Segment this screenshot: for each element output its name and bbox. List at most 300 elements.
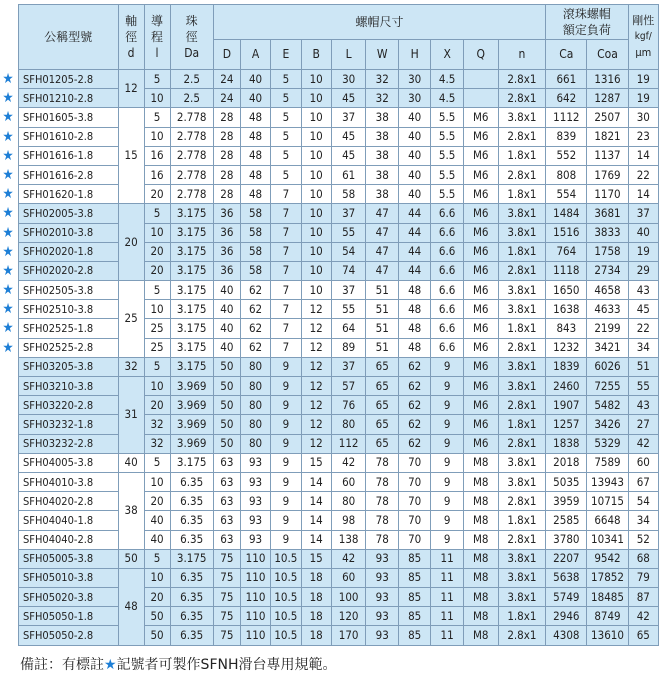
star-icon: ★ [104, 657, 117, 673]
cell-A: 110 [240, 588, 270, 607]
cell-D: 50 [213, 415, 240, 434]
cell-lead: 5 [144, 357, 170, 376]
cell-A: 48 [240, 127, 270, 146]
cell-D: 63 [213, 530, 240, 549]
cell-shaft-diameter: 15 [118, 108, 144, 204]
cell-L: 37 [331, 204, 366, 223]
cell-W: 65 [366, 396, 398, 415]
cell-X: 11 [431, 626, 463, 645]
cell-H: 62 [398, 415, 430, 434]
cell-D: 36 [213, 242, 240, 261]
cell-H: 62 [398, 357, 430, 376]
cell-E: 7 [271, 261, 301, 280]
cell-model: SFH05005-3.8 [19, 549, 119, 568]
cell-model: SFH04040-1.8 [19, 511, 119, 530]
cell-n: 2.8x1 [498, 127, 546, 146]
cell-Coa: 1137 [587, 146, 628, 165]
cell-B: 14 [301, 511, 331, 530]
cell-da: 2.778 [170, 185, 213, 204]
cell-X: 4.5 [431, 89, 463, 108]
cell-A: 93 [240, 530, 270, 549]
cell-E: 9 [271, 396, 301, 415]
cell-lead: 50 [144, 626, 170, 645]
cell-Q: M6 [463, 377, 498, 396]
cell-Q: M6 [463, 223, 498, 242]
table-row [19, 319, 659, 338]
cell-D: 36 [213, 223, 240, 242]
cell-n: 2.8x1 [498, 89, 546, 108]
cell-Ca: 1907 [546, 396, 587, 415]
cell-D: 40 [213, 300, 240, 319]
cell-Q [463, 70, 498, 89]
cell-da: 2.778 [170, 146, 213, 165]
cell-Q: M6 [463, 242, 498, 261]
cell-B: 12 [301, 319, 331, 338]
cell-A: 62 [240, 300, 270, 319]
cell-W: 32 [366, 70, 398, 89]
cell-n: 3.8x1 [498, 549, 546, 568]
cell-A: 58 [240, 261, 270, 280]
header-col-D: D [213, 40, 240, 70]
cell-k: 54 [628, 492, 658, 511]
cell-D: 28 [213, 108, 240, 127]
cell-D: 40 [213, 338, 240, 357]
cell-B: 10 [301, 242, 331, 261]
cell-X: 9 [431, 377, 463, 396]
cell-D: 40 [213, 281, 240, 300]
cell-W: 93 [366, 549, 398, 568]
cell-W: 78 [366, 530, 398, 549]
cell-E: 9 [271, 434, 301, 453]
cell-n: 3.8x1 [498, 568, 546, 587]
cell-B: 15 [301, 453, 331, 472]
cell-lead: 5 [144, 453, 170, 472]
cell-n: 2.8x1 [498, 338, 546, 357]
cell-Ca: 843 [546, 319, 587, 338]
table-row [19, 357, 659, 376]
cell-k: 42 [628, 434, 658, 453]
cell-Coa: 1170 [587, 185, 628, 204]
cell-n: 1.8x1 [498, 242, 546, 261]
header-col-L: L [331, 40, 366, 70]
cell-E: 5 [271, 70, 301, 89]
cell-W: 47 [366, 223, 398, 242]
cell-Q: M6 [463, 338, 498, 357]
cell-L: 98 [331, 511, 366, 530]
cell-X: 4.5 [431, 70, 463, 89]
spec-table [18, 4, 659, 646]
cell-lead: 20 [144, 492, 170, 511]
cell-n: 2.8x1 [498, 626, 546, 645]
table-row [19, 607, 659, 626]
cell-lead: 10 [144, 89, 170, 108]
cell-lead: 5 [144, 204, 170, 223]
cell-Ca: 2946 [546, 607, 587, 626]
cell-Q: M6 [463, 319, 498, 338]
header-load-line2: 額定負荷 [562, 23, 611, 37]
cell-B: 14 [301, 472, 331, 491]
cell-A: 80 [240, 396, 270, 415]
cell-Ca: 4308 [546, 626, 587, 645]
cell-k: 29 [628, 261, 658, 280]
cell-lead: 40 [144, 530, 170, 549]
cell-lead: 5 [144, 549, 170, 568]
cell-X: 9 [431, 434, 463, 453]
cell-W: 93 [366, 607, 398, 626]
cell-Ca: 764 [546, 242, 587, 261]
table-row [19, 396, 659, 415]
cell-X: 11 [431, 549, 463, 568]
cell-lead: 20 [144, 261, 170, 280]
cell-model: SFH03220-2.8 [19, 396, 119, 415]
table-row [19, 626, 659, 645]
cell-model: SFH03232-1.8 [19, 415, 119, 434]
table-row [19, 511, 659, 530]
cell-model: SFH04005-3.8 [19, 453, 119, 472]
cell-A: 93 [240, 511, 270, 530]
cell-Ca: 808 [546, 165, 587, 184]
cell-model: SFH01210-2.8 [19, 89, 119, 108]
star-icon: ★ [2, 281, 14, 298]
cell-D: 28 [213, 127, 240, 146]
cell-Q: M8 [463, 530, 498, 549]
cell-H: 40 [398, 165, 430, 184]
star-icon: ★ [2, 108, 14, 125]
star-icon: ★ [2, 89, 14, 106]
table-row [19, 492, 659, 511]
cell-E: 10.5 [271, 626, 301, 645]
cell-n: 2.8x1 [498, 165, 546, 184]
cell-k: 67 [628, 472, 658, 491]
cell-n: 3.8x1 [498, 281, 546, 300]
table-row [19, 472, 659, 491]
header-shaft-line3: d [127, 46, 135, 60]
cell-A: 40 [240, 70, 270, 89]
cell-H: 40 [398, 146, 430, 165]
cell-E: 9 [271, 357, 301, 376]
cell-A: 62 [240, 338, 270, 357]
table-row [19, 549, 659, 568]
cell-Q: M6 [463, 127, 498, 146]
cell-k: 19 [628, 70, 658, 89]
cell-da: 6.35 [170, 492, 213, 511]
cell-E: 9 [271, 530, 301, 549]
cell-k: 14 [628, 185, 658, 204]
cell-L: 55 [331, 300, 366, 319]
cell-Ca: 1484 [546, 204, 587, 223]
cell-model: SFH02525-2.8 [19, 338, 119, 357]
cell-shaft-diameter: 38 [118, 472, 144, 549]
header-shaft-line1: 軸 [125, 14, 138, 28]
cell-lead: 10 [144, 127, 170, 146]
cell-A: 93 [240, 453, 270, 472]
cell-shaft-diameter: 12 [118, 70, 144, 108]
table-row [19, 568, 659, 587]
cell-Ca: 2207 [546, 549, 587, 568]
cell-lead: 32 [144, 434, 170, 453]
cell-W: 32 [366, 89, 398, 108]
cell-da: 6.35 [170, 511, 213, 530]
cell-D: 40 [213, 319, 240, 338]
cell-L: 37 [331, 357, 366, 376]
cell-A: 80 [240, 377, 270, 396]
star-icon: ★ [2, 166, 14, 183]
cell-lead: 10 [144, 223, 170, 242]
cell-lead: 20 [144, 242, 170, 261]
cell-Q [463, 89, 498, 108]
cell-Ca: 1112 [546, 108, 587, 127]
cell-D: 24 [213, 70, 240, 89]
cell-L: 80 [331, 415, 366, 434]
cell-n: 2.8x1 [498, 492, 546, 511]
cell-Ca: 5638 [546, 568, 587, 587]
cell-model: SFH02005-3.8 [19, 204, 119, 223]
cell-model: SFH02505-3.8 [19, 281, 119, 300]
cell-k: 43 [628, 281, 658, 300]
header-shaft-diameter [118, 5, 144, 70]
cell-n: 1.8x1 [498, 607, 546, 626]
cell-Q: M8 [463, 453, 498, 472]
cell-da: 3.969 [170, 415, 213, 434]
cell-E: 9 [271, 377, 301, 396]
header-col-H: H [398, 40, 430, 70]
cell-Q: M8 [463, 568, 498, 587]
cell-da: 2.778 [170, 127, 213, 146]
cell-B: 18 [301, 588, 331, 607]
cell-E: 5 [271, 165, 301, 184]
cell-k: 79 [628, 568, 658, 587]
cell-L: 64 [331, 319, 366, 338]
cell-W: 65 [366, 415, 398, 434]
cell-Q: M8 [463, 511, 498, 530]
cell-Coa: 10341 [587, 530, 628, 549]
cell-W: 51 [366, 338, 398, 357]
cell-E: 7 [271, 223, 301, 242]
table-row [19, 108, 659, 127]
cell-model: SFH03205-3.8 [19, 357, 119, 376]
cell-B: 10 [301, 146, 331, 165]
cell-n: 3.8x1 [498, 204, 546, 223]
star-icon: ★ [2, 147, 14, 164]
table-row [19, 242, 659, 261]
cell-shaft-diameter: 48 [118, 568, 144, 645]
cell-A: 58 [240, 204, 270, 223]
cell-H: 40 [398, 127, 430, 146]
table-row [19, 415, 659, 434]
cell-model: SFH04020-2.8 [19, 492, 119, 511]
star-icon: ★ [2, 262, 14, 279]
cell-Ca: 3959 [546, 492, 587, 511]
spec-table-body [19, 70, 659, 646]
cell-Coa: 10715 [587, 492, 628, 511]
cell-model: SFH05020-3.8 [19, 588, 119, 607]
cell-k: 60 [628, 453, 658, 472]
cell-H: 85 [398, 549, 430, 568]
cell-Ca: 1638 [546, 300, 587, 319]
table-row [19, 165, 659, 184]
header-lead-line3: l [155, 46, 159, 60]
cell-model: SFH02510-3.8 [19, 300, 119, 319]
cell-X: 6.6 [431, 261, 463, 280]
cell-X: 5.5 [431, 127, 463, 146]
cell-E: 5 [271, 108, 301, 127]
cell-Ca: 2585 [546, 511, 587, 530]
cell-da: 3.969 [170, 396, 213, 415]
cell-da: 3.175 [170, 453, 213, 472]
cell-Q: M6 [463, 396, 498, 415]
cell-E: 9 [271, 415, 301, 434]
cell-Q: M6 [463, 281, 498, 300]
cell-X: 6.6 [431, 223, 463, 242]
cell-model: SFH04040-2.8 [19, 530, 119, 549]
cell-W: 38 [366, 165, 398, 184]
cell-D: 75 [213, 626, 240, 645]
cell-B: 10 [301, 89, 331, 108]
table-row [19, 300, 659, 319]
cell-A: 93 [240, 472, 270, 491]
cell-W: 38 [366, 185, 398, 204]
cell-A: 93 [240, 492, 270, 511]
cell-B: 10 [301, 70, 331, 89]
cell-D: 63 [213, 511, 240, 530]
cell-da: 6.35 [170, 626, 213, 645]
cell-W: 65 [366, 377, 398, 396]
cell-Q: M6 [463, 204, 498, 223]
cell-k: 51 [628, 357, 658, 376]
cell-A: 110 [240, 549, 270, 568]
cell-da: 3.969 [170, 377, 213, 396]
cell-k: 14 [628, 146, 658, 165]
table-row [19, 89, 659, 108]
cell-Coa: 5482 [587, 396, 628, 415]
table-row [19, 453, 659, 472]
cell-X: 6.6 [431, 300, 463, 319]
cell-n: 3.8x1 [498, 300, 546, 319]
cell-Coa: 1821 [587, 127, 628, 146]
cell-E: 9 [271, 472, 301, 491]
star-icon: ★ [2, 204, 14, 221]
cell-L: 37 [331, 281, 366, 300]
cell-Ca: 1118 [546, 261, 587, 280]
cell-H: 85 [398, 588, 430, 607]
cell-D: 28 [213, 185, 240, 204]
header-nut-dimensions: 螺帽尺寸 [213, 5, 545, 40]
cell-n: 2.8x1 [498, 434, 546, 453]
cell-Q: M6 [463, 300, 498, 319]
cell-L: 45 [331, 146, 366, 165]
cell-A: 80 [240, 415, 270, 434]
cell-H: 70 [398, 530, 430, 549]
cell-B: 10 [301, 223, 331, 242]
cell-H: 44 [398, 261, 430, 280]
cell-model: SFH02020-2.8 [19, 261, 119, 280]
cell-lead: 40 [144, 511, 170, 530]
cell-Ca: 554 [546, 185, 587, 204]
cell-shaft-diameter: 40 [118, 453, 144, 472]
cell-da: 3.175 [170, 223, 213, 242]
star-icon: ★ [2, 319, 14, 336]
cell-model: SFH02525-1.8 [19, 319, 119, 338]
cell-Ca: 1650 [546, 281, 587, 300]
cell-Coa: 2199 [587, 319, 628, 338]
cell-shaft-diameter: 25 [118, 281, 144, 358]
cell-model: SFH01620-1.8 [19, 185, 119, 204]
cell-H: 48 [398, 338, 430, 357]
cell-da: 6.35 [170, 568, 213, 587]
cell-W: 93 [366, 626, 398, 645]
cell-H: 85 [398, 607, 430, 626]
cell-Coa: 1287 [587, 89, 628, 108]
cell-da: 3.175 [170, 319, 213, 338]
cell-X: 11 [431, 568, 463, 587]
cell-W: 65 [366, 357, 398, 376]
cell-Ca: 5035 [546, 472, 587, 491]
cell-Ca: 5749 [546, 588, 587, 607]
cell-E: 7 [271, 281, 301, 300]
cell-lead: 25 [144, 319, 170, 338]
cell-Coa: 5329 [587, 434, 628, 453]
cell-lead: 5 [144, 281, 170, 300]
cell-da: 3.969 [170, 434, 213, 453]
cell-D: 50 [213, 396, 240, 415]
header-ball-line3: Da [184, 46, 200, 60]
cell-H: 70 [398, 453, 430, 472]
header-col-W: W [366, 40, 398, 70]
cell-k: 52 [628, 530, 658, 549]
cell-Coa: 1769 [587, 165, 628, 184]
cell-n: 1.8x1 [498, 185, 546, 204]
cell-Ca: 1232 [546, 338, 587, 357]
cell-W: 78 [366, 453, 398, 472]
cell-B: 18 [301, 607, 331, 626]
cell-X: 6.6 [431, 319, 463, 338]
cell-H: 30 [398, 70, 430, 89]
cell-W: 47 [366, 242, 398, 261]
cell-model: SFH01616-2.8 [19, 165, 119, 184]
cell-H: 44 [398, 223, 430, 242]
header-load-rating [546, 5, 628, 40]
cell-D: 63 [213, 453, 240, 472]
cell-Q: M6 [463, 108, 498, 127]
cell-W: 51 [366, 300, 398, 319]
cell-Q: M8 [463, 492, 498, 511]
cell-k: 34 [628, 338, 658, 357]
cell-Q: M6 [463, 165, 498, 184]
cell-A: 110 [240, 607, 270, 626]
header-col-A: A [240, 40, 270, 70]
cell-H: 48 [398, 281, 430, 300]
cell-da: 3.175 [170, 204, 213, 223]
cell-X: 6.6 [431, 281, 463, 300]
cell-Q: M6 [463, 434, 498, 453]
cell-L: 58 [331, 185, 366, 204]
cell-k: 45 [628, 300, 658, 319]
cell-Q: M6 [463, 415, 498, 434]
cell-Coa: 2734 [587, 261, 628, 280]
cell-lead: 10 [144, 377, 170, 396]
cell-W: 65 [366, 434, 398, 453]
cell-lead: 10 [144, 300, 170, 319]
cell-D: 75 [213, 549, 240, 568]
cell-D: 28 [213, 146, 240, 165]
header-col-n: n [498, 40, 546, 70]
cell-n: 2.8x1 [498, 530, 546, 549]
table-row [19, 261, 659, 280]
cell-da: 6.35 [170, 530, 213, 549]
cell-E: 9 [271, 453, 301, 472]
cell-n: 1.8x1 [498, 415, 546, 434]
cell-A: 62 [240, 319, 270, 338]
